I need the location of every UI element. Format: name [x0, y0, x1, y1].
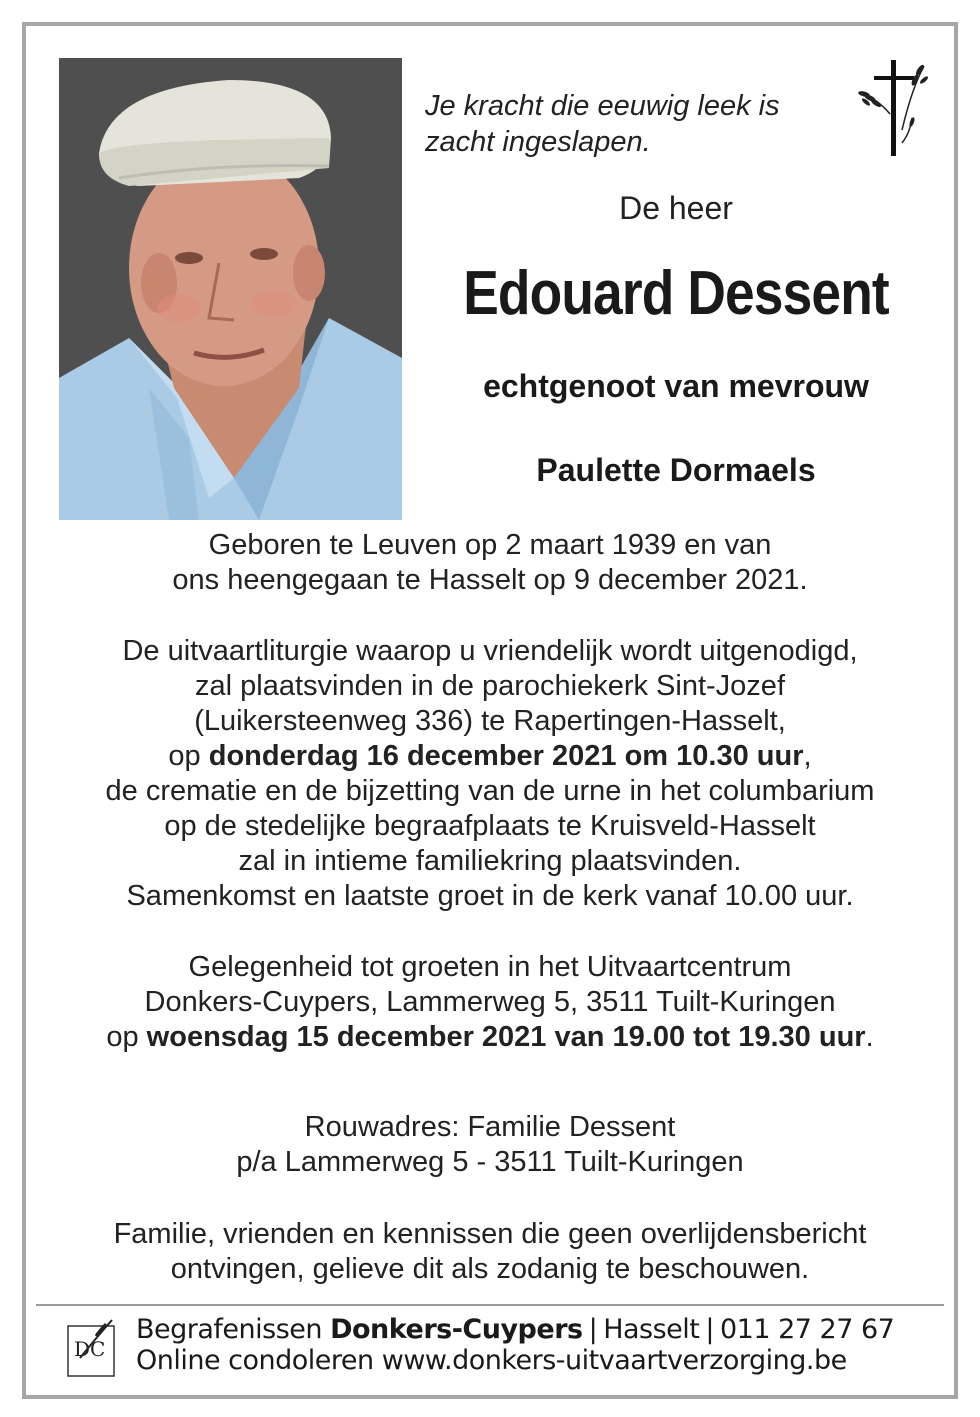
text-fragment: , — [803, 740, 812, 772]
text-line: Rouwadres: Familie Dessent — [304, 1111, 676, 1143]
spouse-intro: echtgenoot van mevrouw — [483, 368, 869, 404]
text-line — [26, 739, 954, 774]
text-line: op de stedelijke begraafplaats te Kruisveld-Hasselt — [164, 810, 816, 842]
funeral-paragraph — [26, 634, 954, 914]
mourning-address — [26, 1110, 954, 1180]
separator: | — [705, 1314, 714, 1345]
text-line: Familie, vrienden en kennissen die geen overlijdensbericht — [113, 1218, 867, 1250]
text-line: Gelegenheid tot groeten in het Uitvaartcentrum — [188, 951, 792, 983]
footer-line — [136, 1314, 894, 1345]
text-line: Samenkomst en laatste groet in de kerk vanaf 10.00 uur. — [126, 880, 854, 912]
notice-paragraph — [26, 1217, 954, 1287]
phone-number: 011 27 27 67 — [719, 1314, 895, 1345]
online-condolence-link[interactable]: Online condoleren www.donkers-uitvaartverzorging.be — [136, 1345, 847, 1376]
deceased-name: Edouard Dessent — [463, 259, 889, 328]
text-line: p/a Lammerweg 5 - 3511 Tuilt-Kuringen — [236, 1146, 744, 1178]
text-fragment: op — [168, 740, 209, 772]
cross-icon — [852, 58, 932, 158]
quote-line: Je kracht die eeuwig leek is — [425, 90, 780, 122]
text-line: (Luikersteenweg 336) te Rapertingen-Hasselt, — [194, 705, 786, 737]
text-line: ons heengegaan te Hasselt op 9 december 2021. — [172, 564, 808, 596]
logo-text: DC — [74, 1337, 106, 1361]
salutation: De heer — [619, 190, 733, 226]
spouse-name: Paulette Dormaels — [536, 452, 816, 488]
portrait-illustration — [59, 58, 402, 520]
text-line: de crematie en de bijzetting van de urne in het columbarium — [105, 775, 875, 807]
separator: | — [588, 1314, 598, 1345]
company-logo — [66, 1318, 118, 1378]
company-name: Donkers-Cuypers — [330, 1314, 583, 1345]
birth-death-paragraph — [26, 528, 954, 598]
footer-info — [136, 1314, 894, 1376]
text-fragment: op — [106, 1021, 147, 1053]
memorial-quote — [425, 88, 780, 160]
text-line: zal plaatsvinden in de parochiekerk Sint-Jozef — [195, 670, 785, 702]
footer-divider — [36, 1304, 944, 1306]
text-line: ontvingen, gelieve dit als zodanig te beschouwen. — [170, 1253, 810, 1285]
visitation-paragraph — [26, 950, 954, 1055]
text-line: De uitvaartliturgie waarop u vriendelijk wordt uitgenodigd, — [122, 635, 858, 667]
funeral-date: donderdag 16 december 2021 om 10.30 uur — [208, 740, 804, 772]
footer-prefix: Begrafenissen — [136, 1314, 331, 1345]
text-line: zal in intieme familiekring plaatsvinden. — [238, 845, 742, 877]
text-line — [26, 1020, 954, 1055]
text-fragment: . — [865, 1021, 874, 1053]
quote-line: zacht ingeslapen. — [425, 126, 651, 158]
portrait-photo — [59, 58, 402, 520]
visitation-date: woensdag 15 december 2021 van 19.00 tot 19.30 uur — [146, 1021, 866, 1053]
city: Hasselt — [603, 1314, 700, 1345]
text-line: Geboren te Leuven op 2 maart 1939 en van — [208, 529, 772, 561]
text-line: Donkers-Cuypers, Lammerweg 5, 3511 Tuilt-Kuringen — [144, 986, 836, 1018]
